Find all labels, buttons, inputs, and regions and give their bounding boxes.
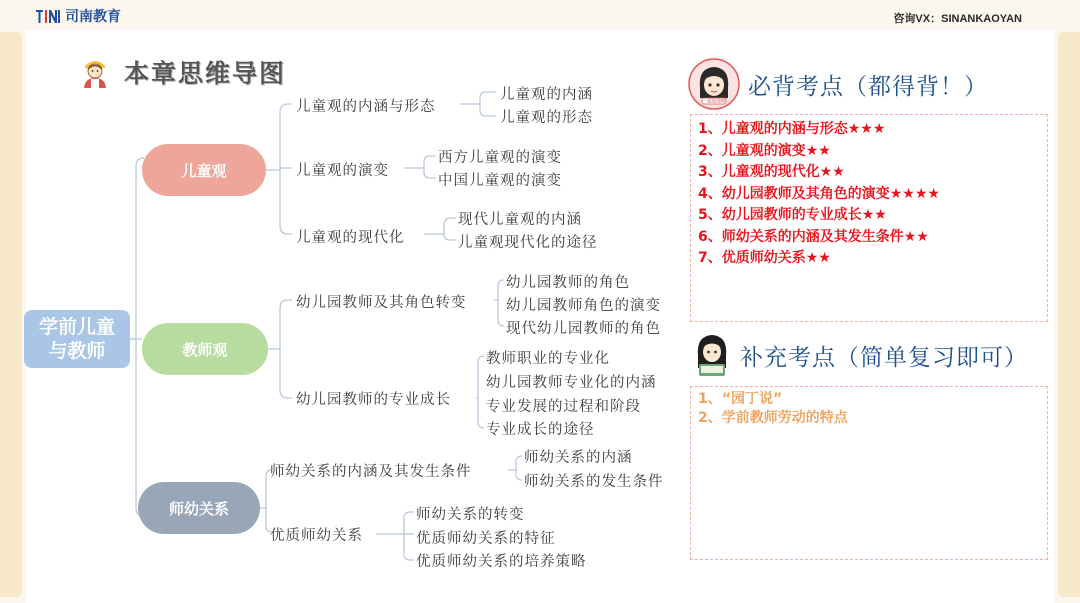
must-points-header — [688, 58, 988, 110]
leaf: 幼儿园教师专业化的内涵 — [486, 375, 657, 391]
supplement-box — [690, 386, 1048, 560]
leaf: 幼儿园教师角色的演变 — [506, 298, 661, 314]
avatar-caption: 一起加油呀 — [702, 99, 726, 105]
node: 儿童观的现代化 — [296, 230, 405, 246]
must-point: 5、幼儿园教师的专业成长★★ — [698, 207, 887, 223]
node: 优质师幼关系 — [270, 528, 363, 544]
supplement-header — [690, 330, 1028, 380]
leaf: 西方儿童观的演变 — [438, 150, 562, 166]
mindmap-root: 学前儿童 与教师 — [24, 310, 130, 368]
supplement-point: 1、“园丁说” — [698, 391, 783, 407]
leaf: 教师职业的专业化 — [486, 351, 610, 367]
leaf: 优质师幼关系的特征 — [416, 531, 556, 547]
node: 儿童观的内涵与形态 — [296, 99, 436, 115]
supplement-title: 补充考点（简单复习即可） — [740, 344, 1028, 371]
must-points-title: 必背考点（都得背！） — [748, 73, 988, 100]
must-point: 7、优质师幼关系★★ — [698, 250, 831, 266]
must-point: 6、师幼关系的内涵及其发生条件★★ — [698, 228, 929, 245]
girl-avatar-icon — [688, 58, 740, 110]
leaf: 专业成长的途径 — [486, 422, 595, 438]
must-point: 2、儿童观的演变★★ — [698, 142, 831, 159]
node: 幼儿园教师及其角色转变 — [296, 295, 467, 311]
reading-girl-icon — [690, 330, 734, 380]
leaf: 儿童观的形态 — [500, 110, 593, 126]
leaf: 现代幼儿园教师的角色 — [506, 321, 661, 337]
leaf: 师幼关系的发生条件 — [524, 474, 664, 490]
branch-children-view: 儿童观 — [142, 144, 266, 196]
branch-teacher-view: 教师观 — [142, 323, 268, 375]
logo-text: 司南教育 — [65, 9, 121, 25]
leaf: 专业发展的过程和阶段 — [486, 399, 641, 415]
leaf: 师幼关系的转变 — [416, 507, 525, 523]
node: 师幼关系的内涵及其发生条件 — [270, 464, 472, 480]
leaf: 儿童观的内涵 — [500, 87, 593, 103]
node: 儿童观的演变 — [296, 163, 389, 179]
leaf: 幼儿园教师的角色 — [506, 275, 630, 291]
supplement-point: 2、学前教师劳动的特点 — [698, 410, 848, 426]
must-point: 1、儿童观的内涵与形态★★★ — [698, 121, 886, 137]
must-points-box — [690, 114, 1048, 322]
leaf: 优质师幼关系的培养策略 — [416, 554, 587, 570]
page-title: 本章思维导图 — [124, 59, 287, 88]
must-point: 3、儿童观的现代化★★ — [698, 164, 845, 180]
leaf: 儿童观现代化的途径 — [458, 235, 598, 251]
leaf: 现代儿童观的内涵 — [458, 212, 582, 228]
node: 幼儿园教师的专业成长 — [296, 392, 451, 408]
contact-info: 咨询VX：SINANKAOYAN — [893, 13, 1022, 25]
branch-teacher-child-relation: 师幼关系 — [138, 482, 260, 534]
leaf: 师幼关系的内涵 — [524, 450, 633, 466]
must-point: 4、幼儿园教师及其角色的演变★★★★ — [698, 185, 940, 202]
leaf: 中国儿童观的演变 — [438, 173, 562, 189]
